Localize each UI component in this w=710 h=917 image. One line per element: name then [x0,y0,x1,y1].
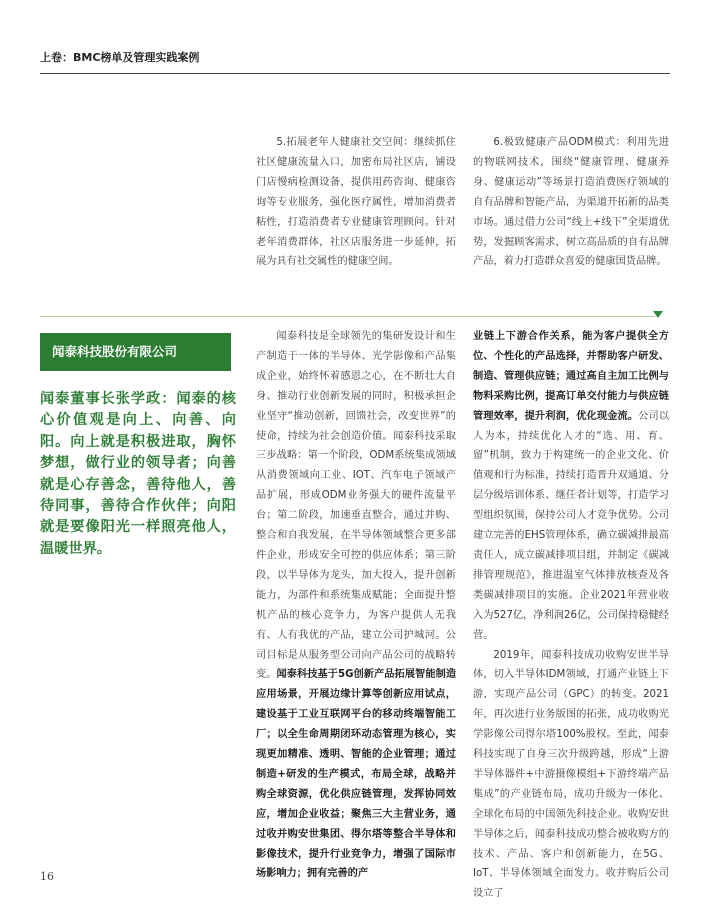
talent-ehs-text: 公司以人为本，持续优化人才的“选、用、育、留”机制，致力于构建统一的企业文化、价值观和行为标准，持续打造晋升双通道、分层分级培训体系、继任者计划等，打造学习型组织氛围，保持公司人才竞争优势。公司建立完善的EHS管理体系，确立碳减排最高责任人，成立碳减排项目组，并制定《碳减排管理规范》，推进温室气体排放核查及各类碳减排项目的实施。企业2021年营业收入为527亿，净利润26亿，公司保持稳健经营。 [473,410,670,641]
strategy-highlight-text: 闻泰科技基于5G创新产品拓展智能制造应用场景，开展边缘计算等创新应用试点，建设基于工业互联网平台的移动终端智能工厂；以全生命周期闭环动态管理为核心，实现更加精准、透明、智能的企业管理；通过制造+研发的生产模式，布局全球，战略并购全球资源，优化供应链管理，发挥协同效应，增加企业收益；聚焦三大主营业务，通过收并购安世集团、得尔塔等整合半导体和影像技术，提升行业竞争力，增强了国际市场影响力；拥有完善的产 [256,669,457,880]
paragraph-supply-chain [473,327,669,646]
strategy-text: 闻泰科技是全球领先的集研发设计和生产制造于一体的半导体、光学影像和产品集成企业，始终怀着感恩之心，在不断壮大自身、推动行业创新发展的同时，积极承担企业坚守“推动创新，回馈社会，改变世界”的使命，持续为社会创造价值。闻泰科技采取三步战略：第一个阶段，ODM系统集成领域从消费领域向工业、IOT、汽车电子领域产品扩展，形成ODM业务强大的硬件流量平台；第二阶段，加速垂直整合，通过并购、整合和自我发展，在半导体领域整合更多部件企业，形成安全可控的供应体系；第三阶段，以半导体为龙头，加大投入，提升创新能力，为部件和系统集成赋能；全面提升整机产品的核心竞争力，为客户提供人无我有、人有我优的产品，建立公司护城河。公司目标是从服务型公司向产品公司的战略转变。 [256,331,456,681]
top-text-column-right [473,133,669,272]
top-text-column-left [256,133,456,272]
body-text-column-right [473,327,669,904]
chairman-quote: 闻泰董事长张学政：闻泰的核心价值观是向上、向善、向阳。向上就是积极进取，胸怀梦想，做行业的领导者；向善就是心存善念，善待他人，善待同事，善待合作伙伴；向阳就是要像阳光一样照亮他人，温暖世界。 [40,391,236,557]
triangle-marker-icon [653,311,663,318]
paragraph-acquisition-history: 2019年，闻泰科技成功收购安世半导体，切入半导体IDM领域，打通产业链上下游，实现产品公司（GPC）的转变。2021年，再次进行业务版图的拓张，成功收购光学影像公司得尔塔100%股权。至此，闻泰科技实现了自身三次升级跨越，形成“上游半导体器件+中游摄像模组+下游终端产品集成”的产业链布局，成功升级为一体化、全球化布局的中国领先科技企业。收购安世半导体之后，闻泰科技成功整合被收购方的技术、产品、客户和创新能力，在5G、IoT、半导体领域全面发力。收并购后公司设立了 [473,649,669,900]
header-rule [40,73,670,74]
company-name-banner: 闻泰科技股份有限公司 [40,333,231,371]
section-divider [40,316,655,317]
paragraph-company-strategy [256,327,456,884]
paragraph-elderly-social-space: 5.拓展老年人健康社交空间：继续抓住社区健康流量入口，加密布局社区店，铺设门店慢病检测设备，提供用药咨询、健康咨询等专业服务，强化医疗属性，增加消费者粘性，打造消费者专业健康管理顾问。针对老年消费群体，社区店服务进一步延伸，拓展为具有社交属性的健康空间。 [256,137,456,268]
page-number: 16 [40,870,54,883]
paragraph-health-odm-model: 6.极致健康产品ODM模式：利用先进的物联网技术，围绕“健康管理、健康养身、健康运动”等场景打造消费医疗领域的自有品牌和智能产品，为渠道开拓新的品类市场。通过借力公司“线上+线下”全渠道优势，发掘顾客需求，树立高品质的自有品牌产品，着力打造群众喜爱的健康国货品牌。 [473,137,669,268]
section-header-title: 上卷：BMC榜单及管理实践案例 [40,51,200,64]
supply-chain-highlight-text: 业链上下游合作关系，能为客户提供全方位、个性化的产品选择，并帮助客户研发、制造、管理供应链；通过高自主加工比例与物料采购比例，提高订单交付能力与供应链管理效率，提升利润，优化现金流。 [473,331,669,422]
body-text-column-left [256,327,456,884]
